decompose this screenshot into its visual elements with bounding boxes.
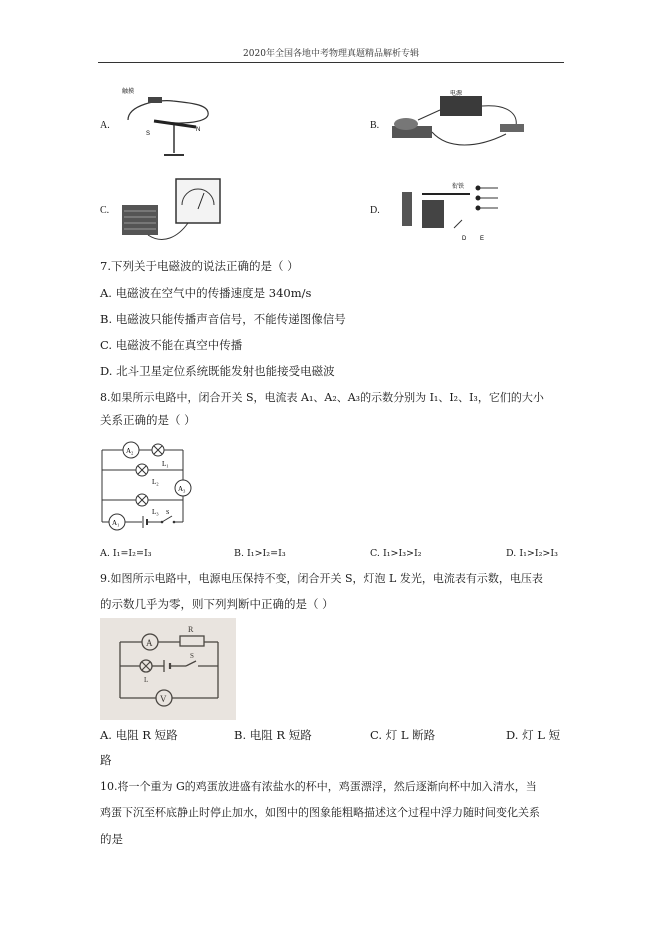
q8-option-a: A. I₁=I₂=I₃ bbox=[100, 548, 152, 559]
q6b-power-box bbox=[440, 96, 482, 116]
q6d-contact-2 bbox=[476, 196, 481, 201]
q7-option-b: B. 电磁波只能传播声音信号，不能传递图像信号 bbox=[100, 312, 346, 326]
q9-circuit-photo bbox=[100, 618, 236, 720]
q7-stem: 7.下列关于电磁波的说法正确的是（ ） bbox=[100, 259, 299, 273]
q6d-label-d: D bbox=[462, 236, 467, 242]
q8-label-a2: A₂ bbox=[126, 447, 134, 455]
q6b-label-device: 电源 bbox=[450, 91, 463, 97]
q6a-wire bbox=[128, 101, 208, 123]
q6-figure-b bbox=[388, 90, 548, 150]
q6-option-c-letter: C. bbox=[100, 205, 110, 216]
q9-label-s: S bbox=[190, 652, 194, 660]
q9-label-v: V bbox=[160, 694, 167, 704]
q6d-battery bbox=[402, 192, 412, 226]
q8-label-s: S bbox=[166, 510, 170, 516]
q6d-contact-3 bbox=[476, 206, 481, 211]
q9-option-d-wrap: 路 bbox=[100, 753, 112, 767]
q9-circuit-drawing bbox=[100, 618, 236, 720]
q8-label-l2: L₂ bbox=[152, 478, 159, 486]
q8-label-l1: L₁ bbox=[162, 460, 169, 468]
q8-label-a3: A₃ bbox=[178, 485, 186, 493]
q6c-coil-block bbox=[122, 205, 158, 235]
q9-stem-line2: 的示数几乎为零，则下列判断中正确的是（ ） bbox=[100, 597, 334, 611]
q8-label-a1: A₁ bbox=[112, 519, 120, 527]
q6-option-d-letter: D. bbox=[370, 205, 380, 216]
q6d-label-iron: 衔铁 bbox=[452, 184, 465, 190]
q6d-spring bbox=[454, 220, 462, 228]
q9-option-c: C. 灯 L 断路 bbox=[370, 728, 436, 742]
q10-line2: 鸡蛋下沉至杯底静止时停止加水，如图中的图象能粗略描述这个过程中浮力随时间变化关系 bbox=[100, 806, 540, 819]
q6a-battery bbox=[148, 97, 162, 103]
q10-line1: 10.将一个重为 G的鸡蛋放进盛有浓盐水的杯中，鸡蛋漂浮，然后逐渐向杯中加入清水，当 bbox=[100, 780, 537, 793]
q6d-label-e: E bbox=[480, 236, 485, 242]
q9-label-a: A bbox=[146, 638, 153, 648]
q9-option-d: D. 灯 L 短 bbox=[506, 728, 561, 742]
q8-stem-line2: 关系正确的是（ ） bbox=[100, 413, 196, 427]
q6-figure-d bbox=[392, 180, 512, 242]
page-header-title: 2020年全国各地中考物理真题精品解析专辑 bbox=[243, 49, 419, 59]
q8-option-b: B. I₁>I₂=I₃ bbox=[234, 548, 286, 559]
q10-line3: 的是 bbox=[100, 832, 123, 846]
q7-option-a: A. 电磁波在空气中的传播速度是 340m/s bbox=[100, 286, 312, 300]
q8-label-l3: L₃ bbox=[152, 508, 159, 516]
header-rule bbox=[98, 62, 564, 63]
q6b-wire-bottom bbox=[432, 132, 506, 145]
q6a-label-n: N bbox=[196, 127, 201, 133]
q6a-label-s: S bbox=[146, 131, 151, 137]
q8-option-d: D. I₁>I₂>I₃ bbox=[506, 548, 558, 559]
q6d-electromagnet bbox=[422, 200, 444, 228]
q7-option-c: C. 电磁波不能在真空中传播 bbox=[100, 338, 243, 352]
q6b-coil bbox=[394, 118, 418, 130]
q8-stem-line1: 8.如果所示电路中，闭合开关 S，电流表 A₁、A₂、A₃的示数分别为 I₁、I₂、I₃，它们的大小 bbox=[100, 391, 544, 404]
q6b-wire-right bbox=[482, 106, 516, 126]
q6-figure-c bbox=[118, 175, 228, 245]
q8-option-c: C. I₁>I₃>I₂ bbox=[370, 548, 422, 559]
q9-option-a: A. 电阻 R 短路 bbox=[100, 728, 178, 742]
q6a-magnet-needle bbox=[154, 121, 196, 127]
q6a-label-wire: 触摸 bbox=[122, 89, 135, 95]
q6-option-a-letter: A. bbox=[100, 120, 110, 131]
q9-label-l: L bbox=[144, 676, 149, 684]
q9-option-b: B. 电阻 R 短路 bbox=[234, 728, 312, 742]
q6-option-b-letter: B. bbox=[370, 120, 380, 131]
q6-figure-a bbox=[118, 85, 218, 160]
q6d-contact-1 bbox=[476, 186, 481, 191]
q6b-device-right bbox=[500, 124, 524, 132]
q6b-wire-left bbox=[418, 110, 440, 120]
q9-stem-line1: 9.如图所示电路中，电源电压保持不变，闭合开关 S，灯泡 L 发光，电流表有示数，电压表 bbox=[100, 572, 543, 585]
q8-circuit-diagram bbox=[96, 438, 200, 532]
q7-option-d: D. 北斗卫星定位系统既能发射也能接受电磁波 bbox=[100, 364, 335, 378]
q9-label-r: R bbox=[188, 625, 194, 634]
